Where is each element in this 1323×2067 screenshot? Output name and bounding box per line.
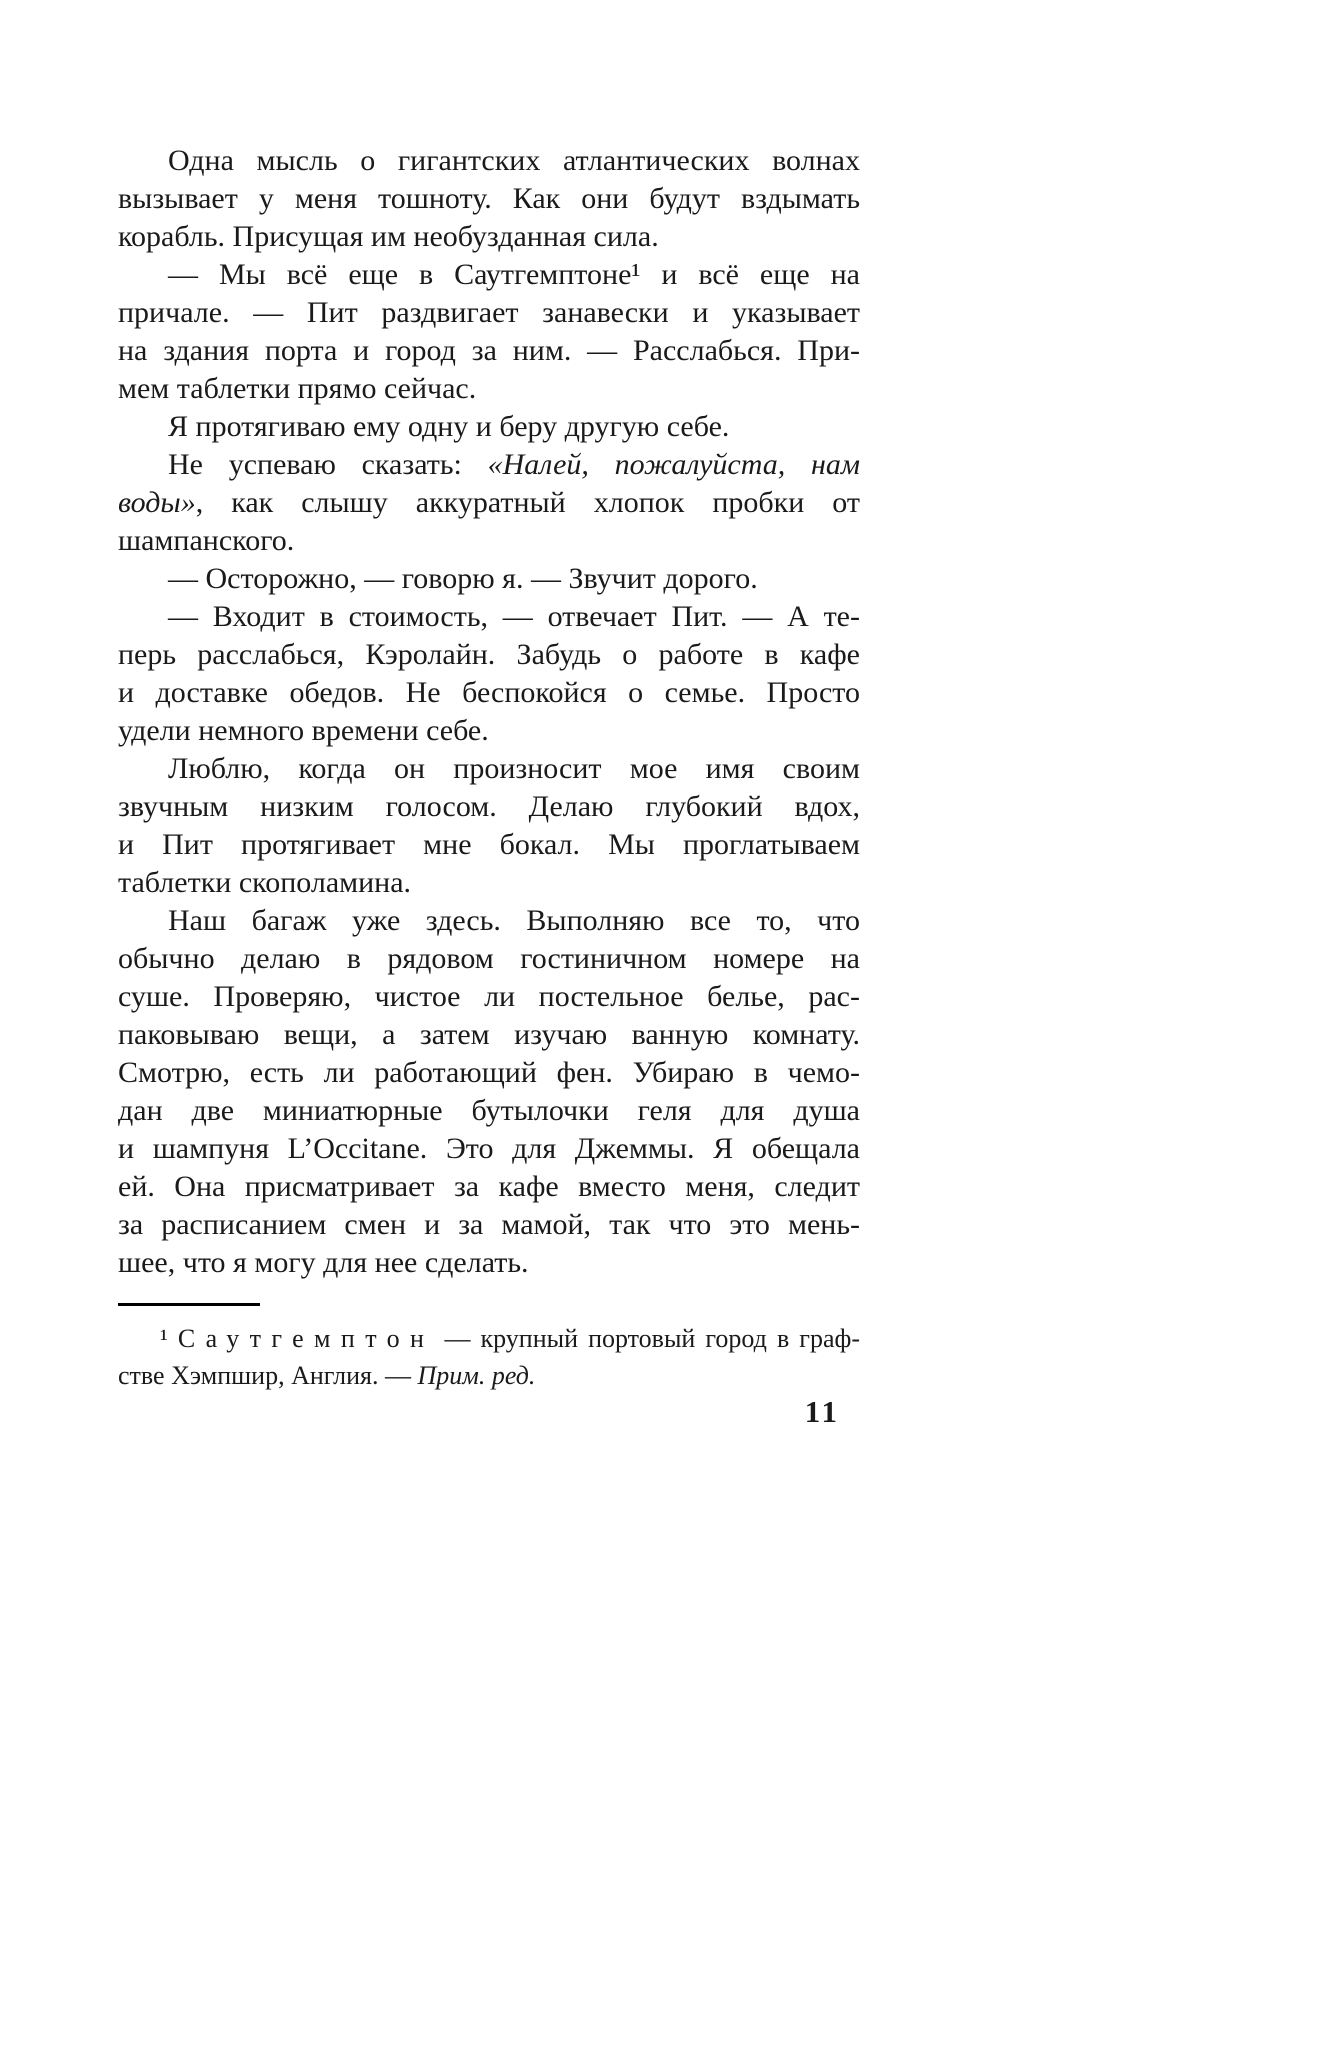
text-line xyxy=(118,1016,860,1054)
text-run: и Пит протягивает мне бокал. Мы проглатываем xyxy=(118,828,860,861)
text-run: Люблю, когда он произносит мое имя своим xyxy=(168,752,860,785)
text-run: стве Хэмпшир, Англия. — xyxy=(118,1361,418,1390)
body-text xyxy=(118,142,860,1282)
text-run: шее, что я могу для нее сделать. xyxy=(118,1246,529,1279)
text-line xyxy=(118,1092,860,1130)
text-line xyxy=(118,788,860,826)
text-line xyxy=(118,408,860,446)
text-line xyxy=(118,1357,860,1394)
text-run: Прим. ред. xyxy=(417,1361,536,1390)
footnote-divider xyxy=(118,1303,260,1306)
text-run: перь расслабься, Кэролайн. Забудь о работе в кафе xyxy=(118,638,860,671)
text-run: дан две миниатюрные бутылочки геля для душа xyxy=(118,1094,860,1127)
text-line xyxy=(118,750,860,788)
text-run: Смотрю, есть ли работающий фен. Убираю в чемо- xyxy=(118,1056,860,1089)
text-line xyxy=(118,1206,860,1244)
text-run: причале. — Пит раздвигает занавески и указывает xyxy=(118,296,860,329)
text-run: мем таблетки прямо сейчас. xyxy=(118,372,477,405)
text-run: — Мы всё еще в Саутгемптоне¹ и всё еще на xyxy=(168,258,860,291)
text-line xyxy=(118,636,860,674)
footnote-text xyxy=(118,1320,860,1394)
text-line xyxy=(118,1054,860,1092)
text-run: Одна мысль о гигантских атлантических волнах xyxy=(168,144,860,177)
text-line xyxy=(118,674,860,712)
text-line xyxy=(118,294,860,332)
text-run: «Налей, пожалуйста, нам xyxy=(487,448,861,481)
text-run: и доставке обедов. Не беспокойся о семье. Просто xyxy=(118,676,860,709)
text-run: и шампуня L’Occitane. Это для Джеммы. Я обещала xyxy=(118,1132,860,1165)
text-run: — крупный портовый город в граф- xyxy=(434,1324,861,1353)
text-run: суше. Проверяю, чистое ли постельное белье, рас- xyxy=(118,980,860,1013)
text-line xyxy=(118,1168,860,1206)
text-line xyxy=(118,864,860,902)
page-number: 11 xyxy=(804,1394,840,1429)
text-run: Я протягиваю ему одну и беру другую себе. xyxy=(168,410,730,443)
text-line xyxy=(118,940,860,978)
text-run: Саутгемптон xyxy=(177,1324,435,1353)
text-line xyxy=(118,370,860,408)
text-line xyxy=(118,978,860,1016)
text-line xyxy=(118,218,860,256)
text-run: на здания порта и город за ним. — Расслабься. При- xyxy=(118,334,860,367)
text-line xyxy=(118,826,860,864)
text-run: — Входит в стоимость, — отвечает Пит. — А те- xyxy=(168,600,860,633)
text-run: ей. Она присматривает за кафе вместо меня, следит xyxy=(118,1170,860,1203)
text-line xyxy=(118,598,860,636)
text-run: шампанского. xyxy=(118,524,295,557)
text-line xyxy=(118,1244,860,1282)
text-line xyxy=(118,142,860,180)
text-line xyxy=(118,484,860,522)
text-run: обычно делаю в рядовом гостиничном номере на xyxy=(118,942,860,975)
text-run: удели немного времени себе. xyxy=(118,714,489,747)
text-run: воды» xyxy=(118,486,196,519)
text-run: таблетки скополамина. xyxy=(118,866,412,899)
text-line xyxy=(118,902,860,940)
text-run: Наш багаж уже здесь. Выполняю все то, что xyxy=(168,904,860,937)
text-run: , как слышу аккуратный хлопок пробки от xyxy=(195,486,860,519)
text-run: Не успеваю сказать: xyxy=(168,448,488,481)
text-run: за расписанием смен и за мамой, так что это мень- xyxy=(118,1208,860,1241)
text-run: корабль. Присущая им необузданная сила. xyxy=(118,220,659,253)
text-run: звучным низким голосом. Делаю глубокий вдох, xyxy=(118,790,860,823)
text-run: ¹ xyxy=(160,1324,178,1353)
text-line xyxy=(118,332,860,370)
text-run: вызывает у меня тошноту. Как они будут вздымать xyxy=(118,182,860,215)
text-line xyxy=(118,522,860,560)
text-run: паковываю вещи, а затем изучаю ванную комнату. xyxy=(118,1018,860,1051)
text-run: — Осторожно, — говорю я. — Звучит дорого. xyxy=(168,562,758,595)
text-line xyxy=(118,256,860,294)
text-line xyxy=(118,180,860,218)
text-line xyxy=(118,560,860,598)
text-line xyxy=(118,712,860,750)
text-line xyxy=(118,1320,860,1357)
text-line xyxy=(118,1130,860,1168)
text-line xyxy=(118,446,860,484)
